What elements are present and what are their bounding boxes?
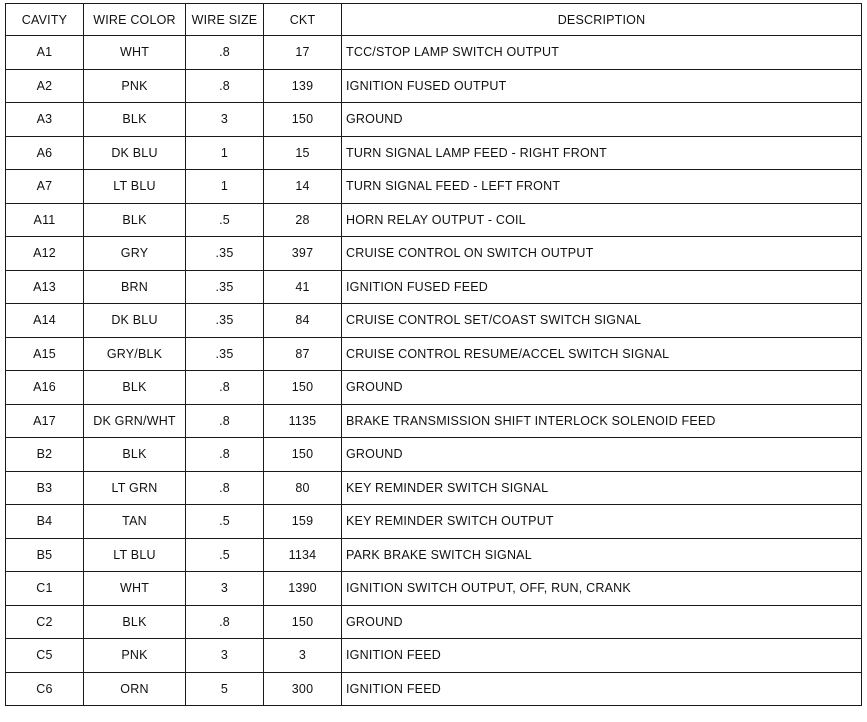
- table-row: [6, 605, 862, 639]
- table-header: [6, 4, 862, 36]
- table-body: [6, 36, 862, 706]
- table-row: [6, 69, 862, 103]
- cell-wire-color: WHT: [84, 572, 186, 606]
- table-row: [6, 404, 862, 438]
- cell-ckt: 150: [264, 438, 342, 472]
- cell-description: TCC/STOP LAMP SWITCH OUTPUT: [342, 36, 862, 70]
- cell-ckt: 150: [264, 605, 342, 639]
- table-row: [6, 538, 862, 572]
- cell-ckt: 41: [264, 270, 342, 304]
- cell-cavity: B2: [6, 438, 84, 472]
- cell-wire-size: .8: [186, 605, 264, 639]
- cell-ckt: 397: [264, 237, 342, 271]
- cell-wire-color: DK GRN/WHT: [84, 404, 186, 438]
- cell-ckt: 300: [264, 672, 342, 706]
- table-row: [6, 103, 862, 137]
- cell-wire-size: .8: [186, 438, 264, 472]
- cell-wire-color: DK BLU: [84, 304, 186, 338]
- cell-cavity: A6: [6, 136, 84, 170]
- cell-description: GROUND: [342, 438, 862, 472]
- cell-wire-size: 3: [186, 103, 264, 137]
- cell-ckt: 150: [264, 371, 342, 405]
- header-ckt: CKT: [264, 4, 342, 36]
- table-row: [6, 438, 862, 472]
- cell-cavity: A13: [6, 270, 84, 304]
- cell-wire-color: GRY: [84, 237, 186, 271]
- cell-description: KEY REMINDER SWITCH SIGNAL: [342, 471, 862, 505]
- cell-wire-color: BLK: [84, 438, 186, 472]
- cell-wire-size: .8: [186, 36, 264, 70]
- cell-description: CRUISE CONTROL RESUME/ACCEL SWITCH SIGNAL: [342, 337, 862, 371]
- cell-wire-color: LT GRN: [84, 471, 186, 505]
- cell-ckt: 80: [264, 471, 342, 505]
- table-row: [6, 471, 862, 505]
- cell-ckt: 1135: [264, 404, 342, 438]
- cell-description: IGNITION SWITCH OUTPUT, OFF, RUN, CRANK: [342, 572, 862, 606]
- cell-wire-color: BLK: [84, 203, 186, 237]
- cell-description: PARK BRAKE SWITCH SIGNAL: [342, 538, 862, 572]
- cell-ckt: 139: [264, 69, 342, 103]
- cell-wire-size: .35: [186, 270, 264, 304]
- table-row: [6, 170, 862, 204]
- cell-description: IGNITION FEED: [342, 672, 862, 706]
- cell-wire-size: 3: [186, 572, 264, 606]
- cell-description: CRUISE CONTROL SET/COAST SWITCH SIGNAL: [342, 304, 862, 338]
- table-row: [6, 505, 862, 539]
- cell-cavity: A17: [6, 404, 84, 438]
- cell-wire-size: .35: [186, 337, 264, 371]
- cell-wire-size: .5: [186, 538, 264, 572]
- cell-wire-color: ORN: [84, 672, 186, 706]
- cell-ckt: 84: [264, 304, 342, 338]
- cell-wire-color: GRY/BLK: [84, 337, 186, 371]
- cell-cavity: C5: [6, 639, 84, 673]
- cell-wire-color: BRN: [84, 270, 186, 304]
- cell-description: HORN RELAY OUTPUT - COIL: [342, 203, 862, 237]
- cell-wire-color: PNK: [84, 69, 186, 103]
- cell-wire-color: BLK: [84, 103, 186, 137]
- header-description: DESCRIPTION: [342, 4, 862, 36]
- cell-wire-size: .8: [186, 404, 264, 438]
- table-row: [6, 371, 862, 405]
- cell-cavity: A7: [6, 170, 84, 204]
- table-row: [6, 572, 862, 606]
- cell-wire-size: 1: [186, 136, 264, 170]
- cell-ckt: 159: [264, 505, 342, 539]
- table-row: [6, 270, 862, 304]
- cell-wire-size: .8: [186, 371, 264, 405]
- cell-wire-size: .35: [186, 237, 264, 271]
- cell-ckt: 17: [264, 36, 342, 70]
- cell-wire-size: .35: [186, 304, 264, 338]
- cell-ckt: 87: [264, 337, 342, 371]
- cell-description: GROUND: [342, 103, 862, 137]
- cell-cavity: A1: [6, 36, 84, 70]
- header-wire-size: WIRE SIZE: [186, 4, 264, 36]
- cell-description: CRUISE CONTROL ON SWITCH OUTPUT: [342, 237, 862, 271]
- cell-cavity: B3: [6, 471, 84, 505]
- header-wire-color: WIRE COLOR: [84, 4, 186, 36]
- connector-pinout-table: [5, 3, 862, 706]
- cell-cavity: A12: [6, 237, 84, 271]
- cell-ckt: 1134: [264, 538, 342, 572]
- cell-wire-size: .8: [186, 471, 264, 505]
- cell-wire-color: WHT: [84, 36, 186, 70]
- table-row: [6, 203, 862, 237]
- cell-wire-color: LT BLU: [84, 538, 186, 572]
- cell-cavity: A15: [6, 337, 84, 371]
- cell-description: GROUND: [342, 371, 862, 405]
- cell-cavity: A14: [6, 304, 84, 338]
- cell-cavity: B4: [6, 505, 84, 539]
- cell-ckt: 15: [264, 136, 342, 170]
- cell-wire-color: BLK: [84, 605, 186, 639]
- table-row: [6, 304, 862, 338]
- table-row: [6, 337, 862, 371]
- cell-cavity: A2: [6, 69, 84, 103]
- table-row: [6, 672, 862, 706]
- cell-description: TURN SIGNAL LAMP FEED - RIGHT FRONT: [342, 136, 862, 170]
- cell-wire-size: .5: [186, 505, 264, 539]
- cell-ckt: 14: [264, 170, 342, 204]
- table-row: [6, 639, 862, 673]
- cell-description: GROUND: [342, 605, 862, 639]
- cell-cavity: A11: [6, 203, 84, 237]
- cell-ckt: 1390: [264, 572, 342, 606]
- cell-wire-color: DK BLU: [84, 136, 186, 170]
- cell-wire-size: 3: [186, 639, 264, 673]
- header-row: [6, 4, 862, 36]
- cell-wire-color: BLK: [84, 371, 186, 405]
- cell-cavity: A16: [6, 371, 84, 405]
- header-cavity: CAVITY: [6, 4, 84, 36]
- table-row: [6, 237, 862, 271]
- cell-description: KEY REMINDER SWITCH OUTPUT: [342, 505, 862, 539]
- cell-cavity: C2: [6, 605, 84, 639]
- cell-wire-color: LT BLU: [84, 170, 186, 204]
- cell-description: TURN SIGNAL FEED - LEFT FRONT: [342, 170, 862, 204]
- cell-description: IGNITION FUSED OUTPUT: [342, 69, 862, 103]
- cell-ckt: 150: [264, 103, 342, 137]
- cell-wire-size: .5: [186, 203, 264, 237]
- cell-cavity: C1: [6, 572, 84, 606]
- cell-wire-size: .8: [186, 69, 264, 103]
- cell-cavity: B5: [6, 538, 84, 572]
- cell-description: IGNITION FUSED FEED: [342, 270, 862, 304]
- cell-cavity: A3: [6, 103, 84, 137]
- cell-description: IGNITION FEED: [342, 639, 862, 673]
- cell-wire-size: 1: [186, 170, 264, 204]
- cell-wire-color: TAN: [84, 505, 186, 539]
- table-row: [6, 36, 862, 70]
- cell-ckt: 3: [264, 639, 342, 673]
- cell-ckt: 28: [264, 203, 342, 237]
- cell-description: BRAKE TRANSMISSION SHIFT INTERLOCK SOLENOID FEED: [342, 404, 862, 438]
- table-row: [6, 136, 862, 170]
- cell-wire-color: PNK: [84, 639, 186, 673]
- cell-wire-size: 5: [186, 672, 264, 706]
- cell-cavity: C6: [6, 672, 84, 706]
